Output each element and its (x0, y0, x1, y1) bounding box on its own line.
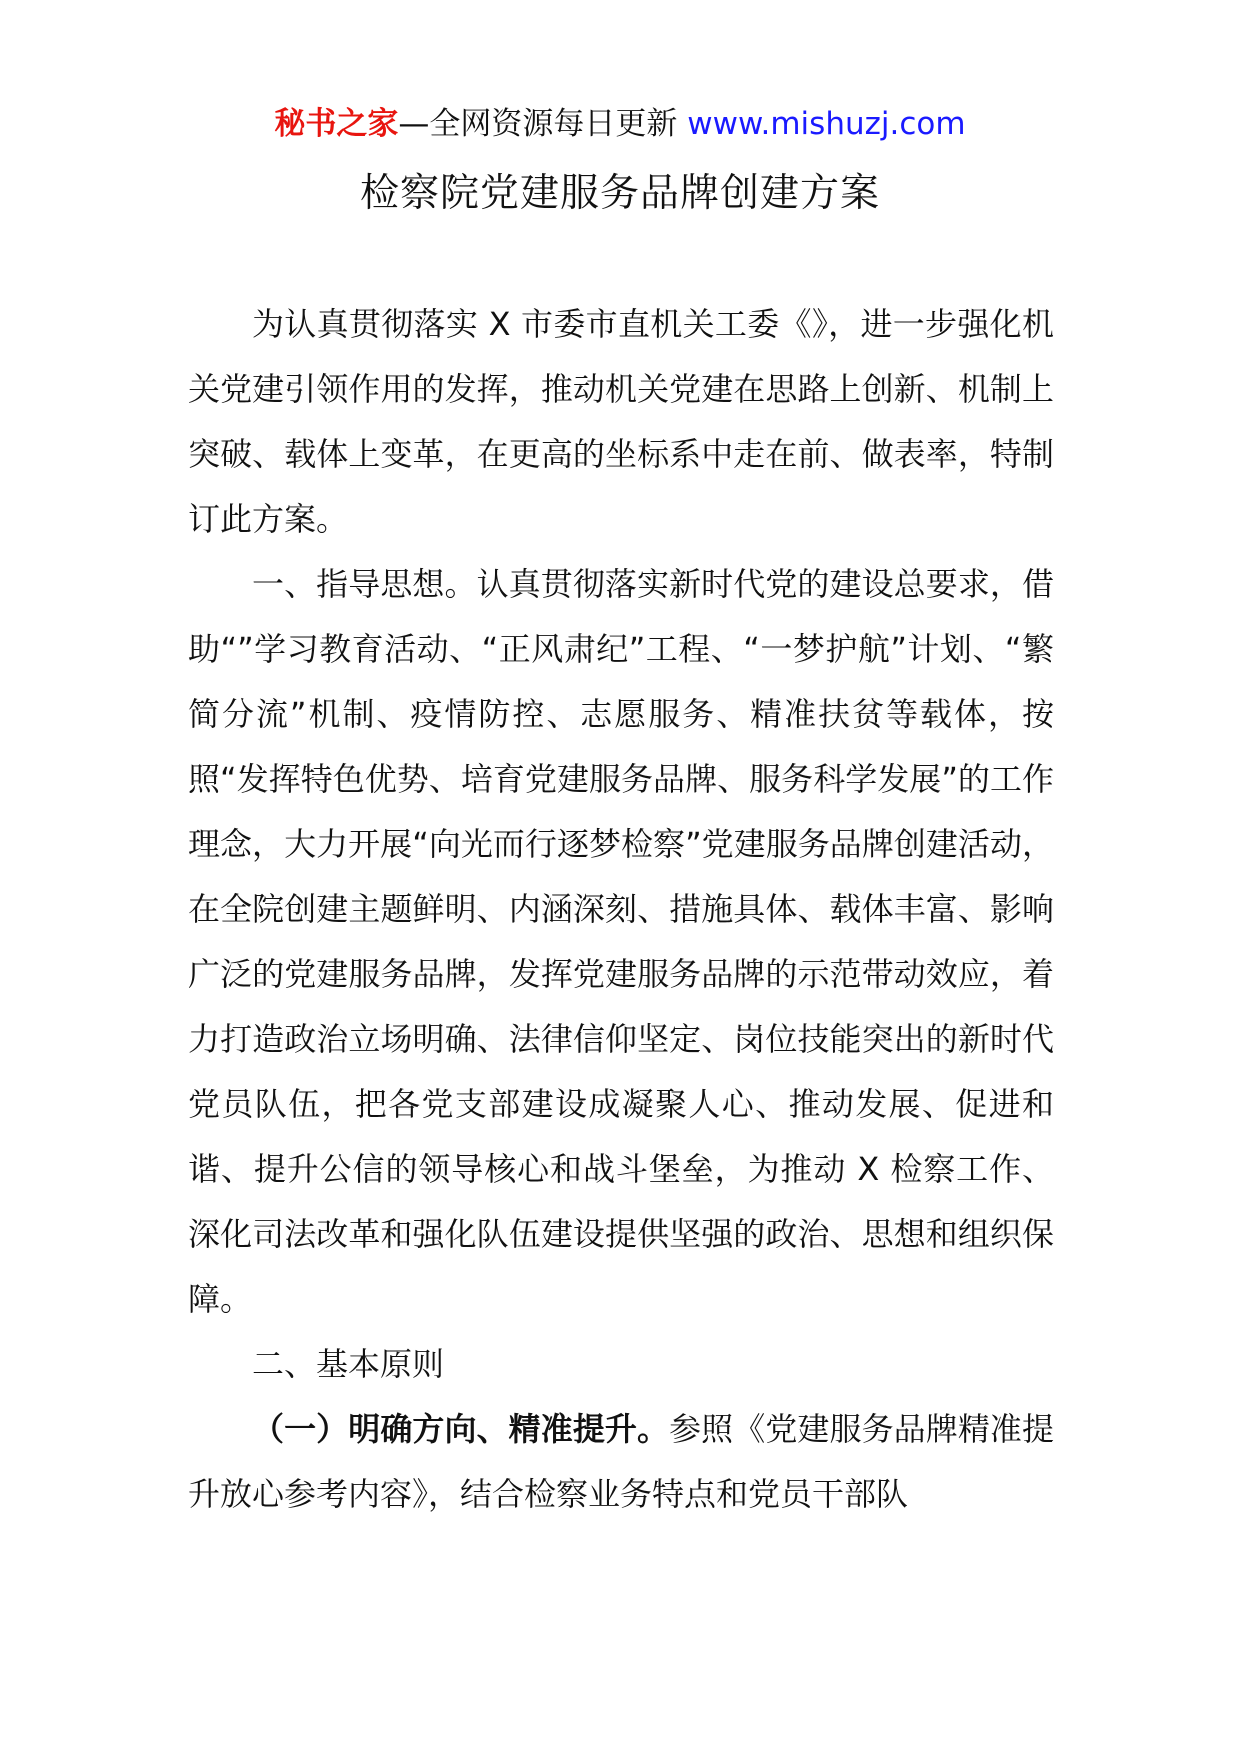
site-banner (0, 100, 1240, 148)
document-body (188, 292, 1054, 1527)
guiding-ideology-paragraph: 一、指导思想。认真贯彻落实新时代党的建设总要求，借助“”学习教育活动、“正风肃纪”工程、“一梦护航”计划、“繁简分流”机制、疫情防控、志愿服务、精准扶贫等载体，按照“发挥特色优势、培育党建服务品牌、服务科学发展”的工作理念，大力开展“向光而行逐梦检察”党建服务品牌创建活动，在全院创建主题鲜明、内涵深刻、措施具体、载体丰富、影响广泛的党建服务品牌，发挥党建服务品牌的示范带动效应，着力打造政治立场明确、法律信仰坚定、岗位技能突出的新时代党员队伍，把各党支部建设成凝聚人心、推动发展、促进和谐、提升公信的领导核心和战斗堡垒，为推动 X 检察工作、深化司法改革和强化队伍建设提供坚强的政治、思想和组织保障。 (188, 565, 1054, 1318)
brand-name: 秘书之家 (274, 106, 399, 142)
banner-slogan: —全网资源每日更新 (398, 106, 678, 142)
principle-one-paragraph (188, 1397, 1054, 1527)
principle-one-text: 参照《党建服务品牌精准提升放心参考内容》，结合检察业务特点和党员干部队 (188, 1410, 1054, 1513)
site-url-link[interactable]: www.mishuzj.com (687, 106, 966, 142)
intro-paragraph: 为认真贯彻落实 X 市委市直机关工委《》，进一步强化机关党建引领作用的发挥，推动机关党建在思路上创新、机制上突破、载体上变革，在更高的坐标系中走在前、做表率，特制订此方案。 (188, 305, 1054, 538)
document-title: 检察院党建服务品牌创建方案 (359, 171, 880, 216)
basic-principles-heading: 二、基本原则 (252, 1345, 445, 1383)
principle-one-lead: （一）明确方向、精准提升。 (252, 1410, 670, 1448)
